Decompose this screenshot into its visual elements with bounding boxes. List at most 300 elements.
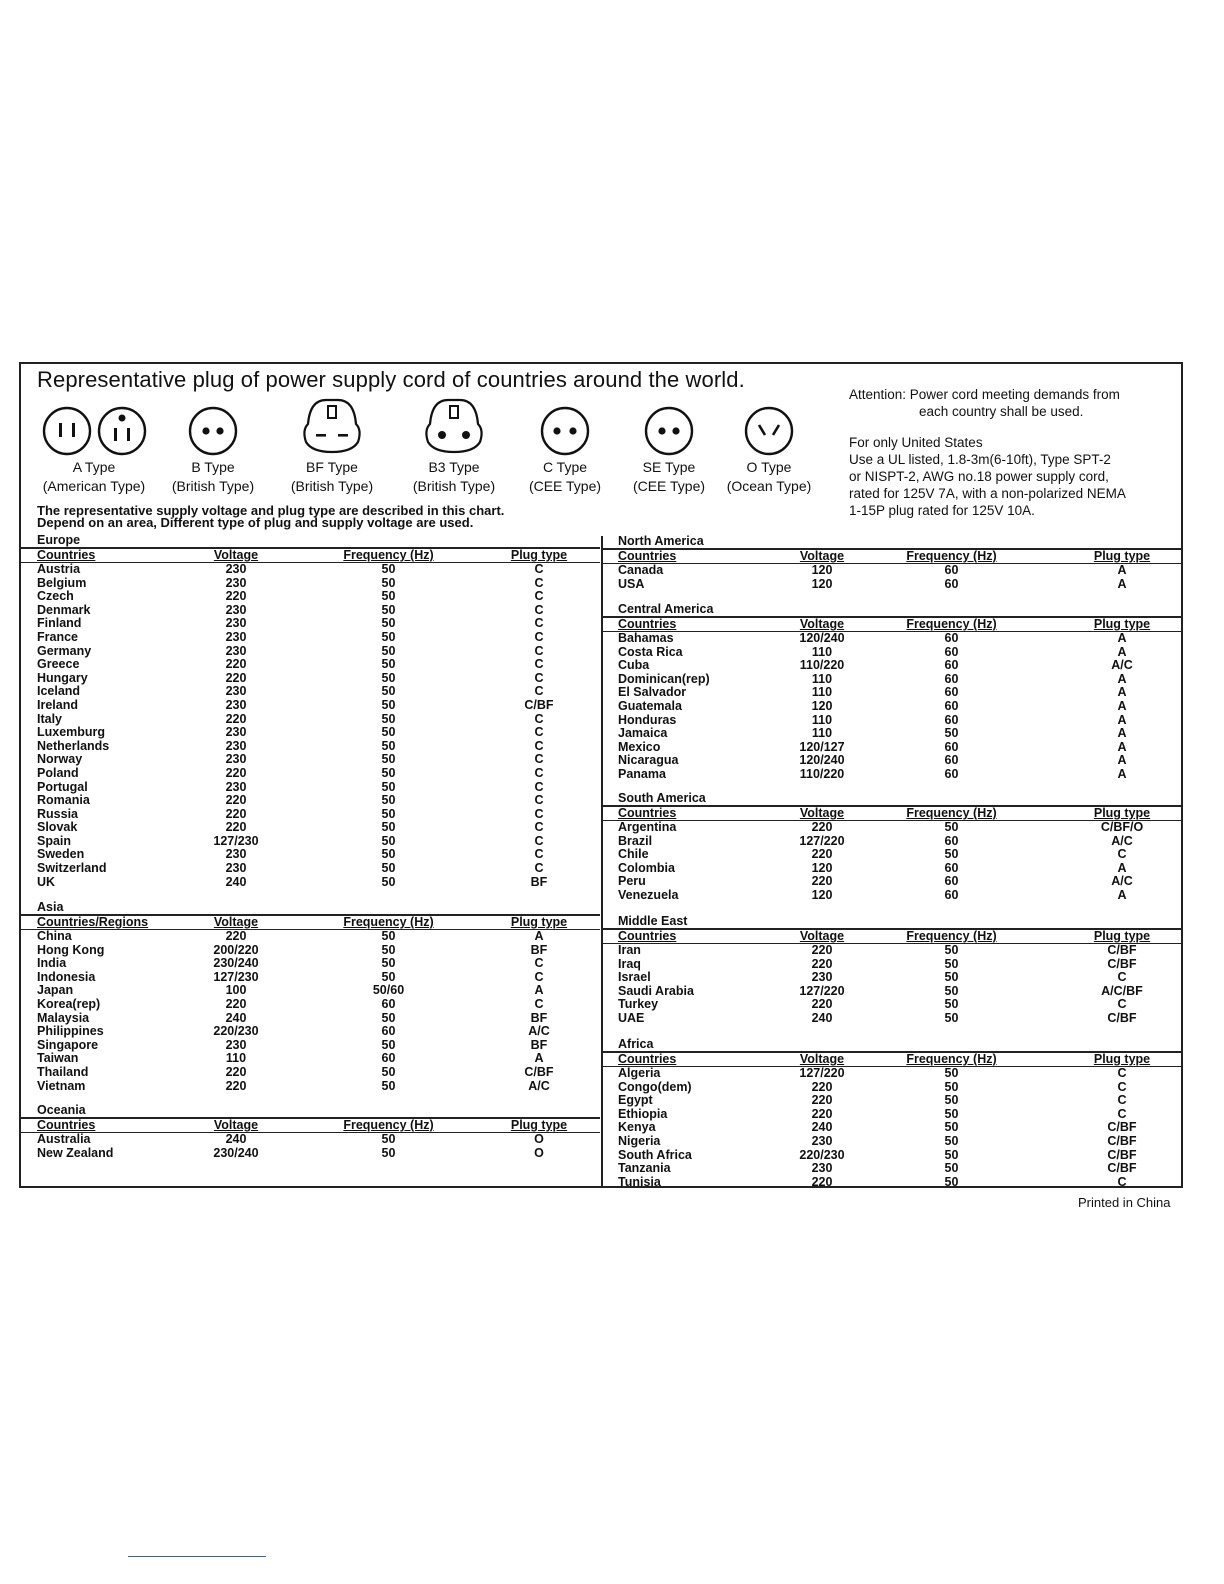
table-header <box>602 928 1181 944</box>
country-cell: Chile <box>618 847 649 862</box>
region-south-america <box>602 792 1181 903</box>
voltage-cell: 240 <box>225 1010 247 1025</box>
frequency-cell: 50 <box>381 575 396 590</box>
table-row <box>21 563 600 577</box>
voltage-cell: 120/127 <box>799 739 845 754</box>
table-row <box>21 876 600 890</box>
table-row <box>21 957 600 971</box>
plug-name: BF Type <box>306 459 358 475</box>
voltage-cell: 230/240 <box>213 1145 259 1160</box>
voltage-cell: 230/240 <box>213 956 259 971</box>
plug-type-cell: A/C <box>1111 833 1133 848</box>
voltage-cell: 100 <box>225 983 247 998</box>
voltage-cell: 110/220 <box>799 766 845 781</box>
voltage-cell: 230 <box>225 697 247 712</box>
voltage-cell: 220 <box>811 820 833 834</box>
country-cell: Algeria <box>618 1066 661 1080</box>
plug-type-cell: C/BF <box>1107 1133 1137 1148</box>
frequency-cell: 50 <box>381 1145 396 1160</box>
plug-type-cell: C <box>534 629 544 644</box>
country-cell: Italy <box>37 711 63 726</box>
frequency-cell: 50 <box>381 562 396 576</box>
frequency-cell: 50 <box>381 861 396 876</box>
region-name: Middle East <box>618 914 688 928</box>
table-row <box>21 1066 600 1080</box>
header-frequency: Frequency (Hz) <box>343 915 434 929</box>
plug-type-cell: A <box>1117 631 1127 645</box>
table-header <box>21 914 600 930</box>
header-voltage: Voltage <box>799 806 845 820</box>
plug-type-cell: C <box>534 711 544 726</box>
frequency-cell: 50 <box>381 684 396 699</box>
frequency-cell: 50 <box>381 779 396 794</box>
country-cell: India <box>37 956 67 971</box>
plug-type-cell: A <box>1117 685 1127 700</box>
chart-title: Representative plug of power supply cord of countries around the world. <box>37 367 745 392</box>
voltage-cell: 127/230 <box>213 969 259 984</box>
frequency-cell: 50 <box>381 1078 396 1093</box>
table-row <box>602 862 1181 876</box>
country-cell: Iceland <box>37 684 81 699</box>
table-header <box>21 1117 600 1133</box>
table-row <box>21 1025 600 1039</box>
frequency-cell: 50 <box>381 657 396 672</box>
table-row <box>602 632 1181 646</box>
table-row <box>21 753 600 767</box>
country-cell: USA <box>618 576 645 591</box>
table-header <box>602 1051 1181 1067</box>
voltage-cell: 127/230 <box>213 833 259 848</box>
table-row <box>21 604 600 618</box>
plug-type-cell: C/BF <box>1107 943 1137 957</box>
table-header <box>602 616 1181 632</box>
header-plug-type: Plug type <box>1093 806 1151 820</box>
frequency-cell: 50 <box>381 765 396 780</box>
frequency-cell: 50 <box>381 969 396 984</box>
voltage-cell: 230 <box>811 1161 833 1176</box>
frequency-cell: 50 <box>944 1010 959 1025</box>
frequency-cell: 50 <box>381 616 396 631</box>
table-row <box>602 741 1181 755</box>
table-row <box>21 617 600 631</box>
voltage-cell: 220 <box>225 929 247 943</box>
voltage-cell: 230 <box>225 847 247 862</box>
voltage-cell: 240 <box>225 874 247 889</box>
frequency-cell: 50 <box>944 1161 959 1176</box>
plug-type-cell: C/BF <box>1107 1120 1137 1135</box>
voltage-cell: 220 <box>225 711 247 726</box>
frequency-cell: 60 <box>944 860 959 875</box>
country-cell: Tanzania <box>618 1161 671 1176</box>
country-cell: Brazil <box>618 833 653 848</box>
country-cell: Argentina <box>618 820 677 834</box>
frequency-cell: 60 <box>944 753 959 768</box>
region-name: North America <box>618 534 704 548</box>
plug-type-cell: C/BF <box>1107 1147 1137 1162</box>
voltage-cell: 220 <box>811 1174 833 1189</box>
se-type-plug-icon <box>641 404 697 456</box>
frequency-cell: 60 <box>944 658 959 673</box>
table-row <box>21 821 600 835</box>
frequency-cell: 50 <box>381 725 396 740</box>
us-requirements <box>849 434 1179 519</box>
voltage-cell: 230 <box>225 575 247 590</box>
plug-type-cell: C <box>534 847 544 862</box>
frequency-cell: 50 <box>381 833 396 848</box>
voltage-cell: 240 <box>811 1010 833 1025</box>
plug-type-cell: C <box>534 820 544 835</box>
country-cell: Russia <box>37 806 78 821</box>
plug-type-cell: A <box>1117 860 1127 875</box>
table-row <box>602 659 1181 673</box>
country-cell: Switzerland <box>37 861 107 876</box>
header-voltage: Voltage <box>799 617 845 631</box>
frequency-cell: 50 <box>381 711 396 726</box>
frequency-cell: 50 <box>381 589 396 604</box>
b3-type-plug-icon <box>418 394 490 456</box>
plug-type-cell: A <box>1117 644 1127 659</box>
plug-type-cell: C <box>534 861 544 876</box>
plug-type-cell: C <box>1117 970 1127 985</box>
country-cell: Taiwan <box>37 1051 79 1066</box>
table-header <box>602 805 1181 821</box>
plug-desc: (British Type) <box>290 478 374 494</box>
frequency-cell: 50 <box>944 1120 959 1135</box>
country-cell: Portugal <box>37 779 88 794</box>
country-cell: Canada <box>618 563 664 577</box>
plug-type-cell: C <box>534 725 544 740</box>
plug-type-cell: A/C <box>1111 874 1133 889</box>
header-countries: Countries <box>618 806 677 820</box>
plug-type-cell: C/BF <box>1107 956 1137 971</box>
voltage-cell: 230 <box>225 643 247 658</box>
table-row <box>21 971 600 985</box>
plug-type-cell: C <box>534 793 544 808</box>
table-row <box>602 889 1181 903</box>
plug-type-cell: A <box>534 929 544 943</box>
country-cell: Greece <box>37 657 80 672</box>
table-row <box>602 835 1181 849</box>
frequency-cell: 50 <box>381 1010 396 1025</box>
plug-name: A Type <box>72 459 116 475</box>
country-cell: Israel <box>618 970 651 985</box>
frequency-cell: 50 <box>944 970 959 985</box>
plug-type-cell: A <box>534 983 544 998</box>
table-row <box>602 1135 1181 1149</box>
chart-note <box>37 505 504 529</box>
table-row <box>21 1133 600 1147</box>
table-row <box>602 686 1181 700</box>
country-cell: Finland <box>37 616 82 631</box>
voltage-cell: 120 <box>811 698 833 713</box>
frequency-cell: 60 <box>944 563 959 577</box>
plug-type-cell: A <box>1117 726 1127 741</box>
region-north-america <box>602 535 1181 591</box>
header-voltage: Voltage <box>799 929 845 943</box>
plug-type-cell: A/C/BF <box>1101 983 1143 998</box>
table-row <box>21 930 600 944</box>
table-row <box>21 645 600 659</box>
plug-desc: (British Type) <box>412 478 496 494</box>
frequency-cell: 50 <box>381 806 396 821</box>
voltage-cell: 230 <box>225 738 247 753</box>
table-row <box>21 794 600 808</box>
table-row <box>21 740 600 754</box>
attention-line: Attention: Power cord meeting demands from <box>849 387 1120 402</box>
plug-type-cell: A <box>1117 671 1127 686</box>
table-row <box>602 971 1181 985</box>
plug-type-cell: A <box>1117 576 1127 591</box>
country-cell: Romania <box>37 793 90 808</box>
plug-desc: (Ocean Type) <box>726 478 812 494</box>
frequency-cell: 50 <box>381 752 396 767</box>
country-cell: Ireland <box>37 697 78 712</box>
frequency-cell: 50 <box>381 929 396 943</box>
header-voltage: Voltage <box>799 1052 845 1066</box>
table-row <box>602 944 1181 958</box>
country-cell: UK <box>37 874 56 889</box>
country-cell: Egypt <box>618 1093 653 1108</box>
voltage-cell: 220 <box>225 670 247 685</box>
table-row <box>21 1147 600 1161</box>
plug-type-cell: C <box>534 602 544 617</box>
country-cell: Turkey <box>618 997 659 1012</box>
header-plug-type: Plug type <box>1093 549 1151 563</box>
plug-type-cell: A/C <box>1111 658 1133 673</box>
header-voltage: Voltage <box>213 1118 259 1132</box>
us-line: or NISPT-2, AWG no.18 power supply cord, <box>849 469 1109 484</box>
table-row <box>21 631 600 645</box>
frequency-cell: 50/60 <box>372 983 405 998</box>
country-cell: Singapore <box>37 1037 99 1052</box>
plug-type-cell: A <box>1117 739 1127 754</box>
frequency-cell: 60 <box>381 1051 396 1066</box>
plug-desc: (British Type) <box>171 478 255 494</box>
voltage-cell: 220 <box>225 793 247 808</box>
voltage-cell: 220 <box>225 820 247 835</box>
frequency-cell: 50 <box>944 943 959 957</box>
voltage-cell: 220 <box>811 956 833 971</box>
voltage-cell: 220 <box>811 1106 833 1121</box>
country-cell: Iran <box>618 943 641 957</box>
country-cell: Venezuela <box>618 887 679 902</box>
country-cell: Ethiopia <box>618 1106 668 1121</box>
attention-notice <box>849 386 1179 519</box>
voltage-cell: 220 <box>225 589 247 604</box>
table-row <box>602 1162 1181 1176</box>
header-countries: Countries/Regions <box>37 915 149 929</box>
frequency-cell: 60 <box>944 739 959 754</box>
country-cell: New Zealand <box>37 1145 114 1160</box>
plug-c-type <box>515 404 615 496</box>
plug-type-cell: C <box>534 589 544 604</box>
region-oceania <box>21 1104 600 1160</box>
voltage-cell: 110 <box>811 644 833 659</box>
plug-type-cell: A <box>1117 887 1127 902</box>
header-frequency: Frequency (Hz) <box>906 1052 997 1066</box>
table-row <box>602 958 1181 972</box>
table-row <box>21 699 600 713</box>
country-cell: Congo(dem) <box>618 1079 692 1094</box>
plug-type-cell: C <box>534 670 544 685</box>
table-row <box>21 685 600 699</box>
region-name: Africa <box>618 1037 654 1051</box>
header-plug-type: Plug type <box>1093 1052 1151 1066</box>
frequency-cell: 50 <box>944 820 959 834</box>
header-countries: Countries <box>37 548 96 562</box>
frequency-cell: 50 <box>944 983 959 998</box>
us-line: For only United States <box>849 435 983 450</box>
voltage-cell: 127/220 <box>799 1066 845 1080</box>
header-plug-type: Plug type <box>1093 929 1151 943</box>
plug-type-cell: C/BF <box>524 697 554 712</box>
frequency-cell: 50 <box>944 956 959 971</box>
table-row <box>21 998 600 1012</box>
frequency-cell: 60 <box>944 631 959 645</box>
plug-name: C Type <box>542 459 588 475</box>
table-row <box>21 577 600 591</box>
plug-type-cell: C <box>534 996 544 1011</box>
voltage-cell: 110 <box>811 671 833 686</box>
plug-type-cell: C <box>534 779 544 794</box>
country-cell: Slovak <box>37 820 78 835</box>
country-cell: Vietnam <box>37 1078 86 1093</box>
voltage-cell: 230 <box>225 752 247 767</box>
country-cell: Mexico <box>618 739 661 754</box>
note-line: The representative supply voltage and plug type are described in this chart. <box>37 503 505 518</box>
plug-desc: (CEE Type) <box>528 478 602 494</box>
table-row <box>602 848 1181 862</box>
frequency-cell: 50 <box>381 1132 396 1146</box>
plug-type-cell: C/BF <box>1107 1010 1137 1025</box>
country-cell: Austria <box>37 562 81 576</box>
voltage-cell: 240 <box>811 1120 833 1135</box>
voltage-cell: 230 <box>225 684 247 699</box>
country-cell: Poland <box>37 765 79 780</box>
plug-type-cell: C <box>534 833 544 848</box>
country-cell: South Africa <box>618 1147 692 1162</box>
b-type-plug-icon <box>185 404 241 456</box>
country-cell: Czech <box>37 589 74 604</box>
region-name: Central America <box>618 602 714 616</box>
plug-type-cell: A <box>1117 712 1127 727</box>
plug-type-cell: C <box>1117 847 1127 862</box>
plug-type-cell: C <box>534 969 544 984</box>
plug-type-cell: A <box>534 1051 544 1066</box>
table-row <box>602 1067 1181 1081</box>
header-frequency: Frequency (Hz) <box>906 929 997 943</box>
plug-type-cell: C <box>1117 1106 1127 1121</box>
country-cell: Bahamas <box>618 631 674 645</box>
table-row <box>21 1039 600 1053</box>
frequency-cell: 50 <box>381 602 396 617</box>
plug-a-type <box>29 404 159 496</box>
voltage-cell: 110 <box>811 685 833 700</box>
table-row <box>602 998 1181 1012</box>
voltage-cell: 220 <box>225 657 247 672</box>
table-row <box>21 672 600 686</box>
voltage-cell: 220 <box>811 943 833 957</box>
plug-name: B Type <box>191 459 235 475</box>
table-row <box>21 658 600 672</box>
voltage-cell: 220 <box>811 847 833 862</box>
voltage-cell: 120 <box>811 860 833 875</box>
voltage-cell: 220 <box>225 1064 247 1079</box>
frequency-cell: 50 <box>381 697 396 712</box>
plug-type-cell: C/BF <box>1107 1161 1137 1176</box>
plug-name: SE Type <box>642 459 696 475</box>
frequency-cell: 50 <box>944 1066 959 1080</box>
voltage-cell: 127/220 <box>799 983 845 998</box>
header-plug-type: Plug type <box>510 1118 568 1132</box>
voltage-cell: 220/230 <box>799 1147 845 1162</box>
country-cell: Hungary <box>37 670 88 685</box>
country-cell: Norway <box>37 752 83 767</box>
frequency-cell: 50 <box>381 1037 396 1052</box>
voltage-cell: 230 <box>225 616 247 631</box>
plug-type-cell: C <box>534 752 544 767</box>
frequency-cell: 60 <box>944 887 959 902</box>
frequency-cell: 50 <box>381 670 396 685</box>
voltage-cell: 230 <box>225 1037 247 1052</box>
header-plug-type: Plug type <box>1093 617 1151 631</box>
plug-type-cell: A/C <box>528 1078 550 1093</box>
country-cell: Guatemala <box>618 698 682 713</box>
plug-type-cell: C/BF <box>524 1064 554 1079</box>
country-cell: Thailand <box>37 1064 89 1079</box>
plug-type-cell: A <box>1117 698 1127 713</box>
voltage-cell: 110/220 <box>799 658 845 673</box>
voltage-cell: 127/220 <box>799 833 845 848</box>
frequency-cell: 50 <box>381 643 396 658</box>
frequency-cell: 50 <box>944 1147 959 1162</box>
header-voltage: Voltage <box>213 915 259 929</box>
country-cell: Spain <box>37 833 72 848</box>
country-cell: Belgium <box>37 575 87 590</box>
us-line: Use a UL listed, 1.8-3m(6-10ft), Type SPT-2 <box>849 452 1111 467</box>
table-row <box>602 700 1181 714</box>
plug-type-cell: C <box>1117 1093 1127 1108</box>
table-row <box>602 1108 1181 1122</box>
country-cell: Nicaragua <box>618 753 679 768</box>
frequency-cell: 60 <box>944 644 959 659</box>
o-type-plug-icon <box>741 404 797 456</box>
frequency-cell: 50 <box>381 1064 396 1079</box>
frequency-cell: 60 <box>944 712 959 727</box>
bf-type-plug-icon <box>296 394 368 456</box>
header-frequency: Frequency (Hz) <box>906 617 997 631</box>
header-countries: Countries <box>618 1052 677 1066</box>
plug-type-cell: C <box>534 806 544 821</box>
country-cell: France <box>37 629 78 644</box>
plug-type-cell: C <box>534 738 544 753</box>
voltage-cell: 230 <box>225 562 247 576</box>
plug-type-cell: C <box>534 562 544 576</box>
voltage-cell: 220 <box>811 1079 833 1094</box>
voltage-cell: 220 <box>225 996 247 1011</box>
region-name: South America <box>618 791 706 805</box>
plug-type-cell: C <box>1117 1079 1127 1094</box>
country-cell: UAE <box>618 1010 645 1025</box>
country-cell: Colombia <box>618 860 675 875</box>
country-cell: Indonesia <box>37 969 96 984</box>
table-row <box>602 1012 1181 1026</box>
plug-type-cell: C <box>1117 1174 1127 1189</box>
c-type-plug-icon <box>537 404 593 456</box>
region-middle-east <box>602 915 1181 1026</box>
plug-type-cell: C <box>534 616 544 631</box>
header-frequency: Frequency (Hz) <box>343 548 434 562</box>
